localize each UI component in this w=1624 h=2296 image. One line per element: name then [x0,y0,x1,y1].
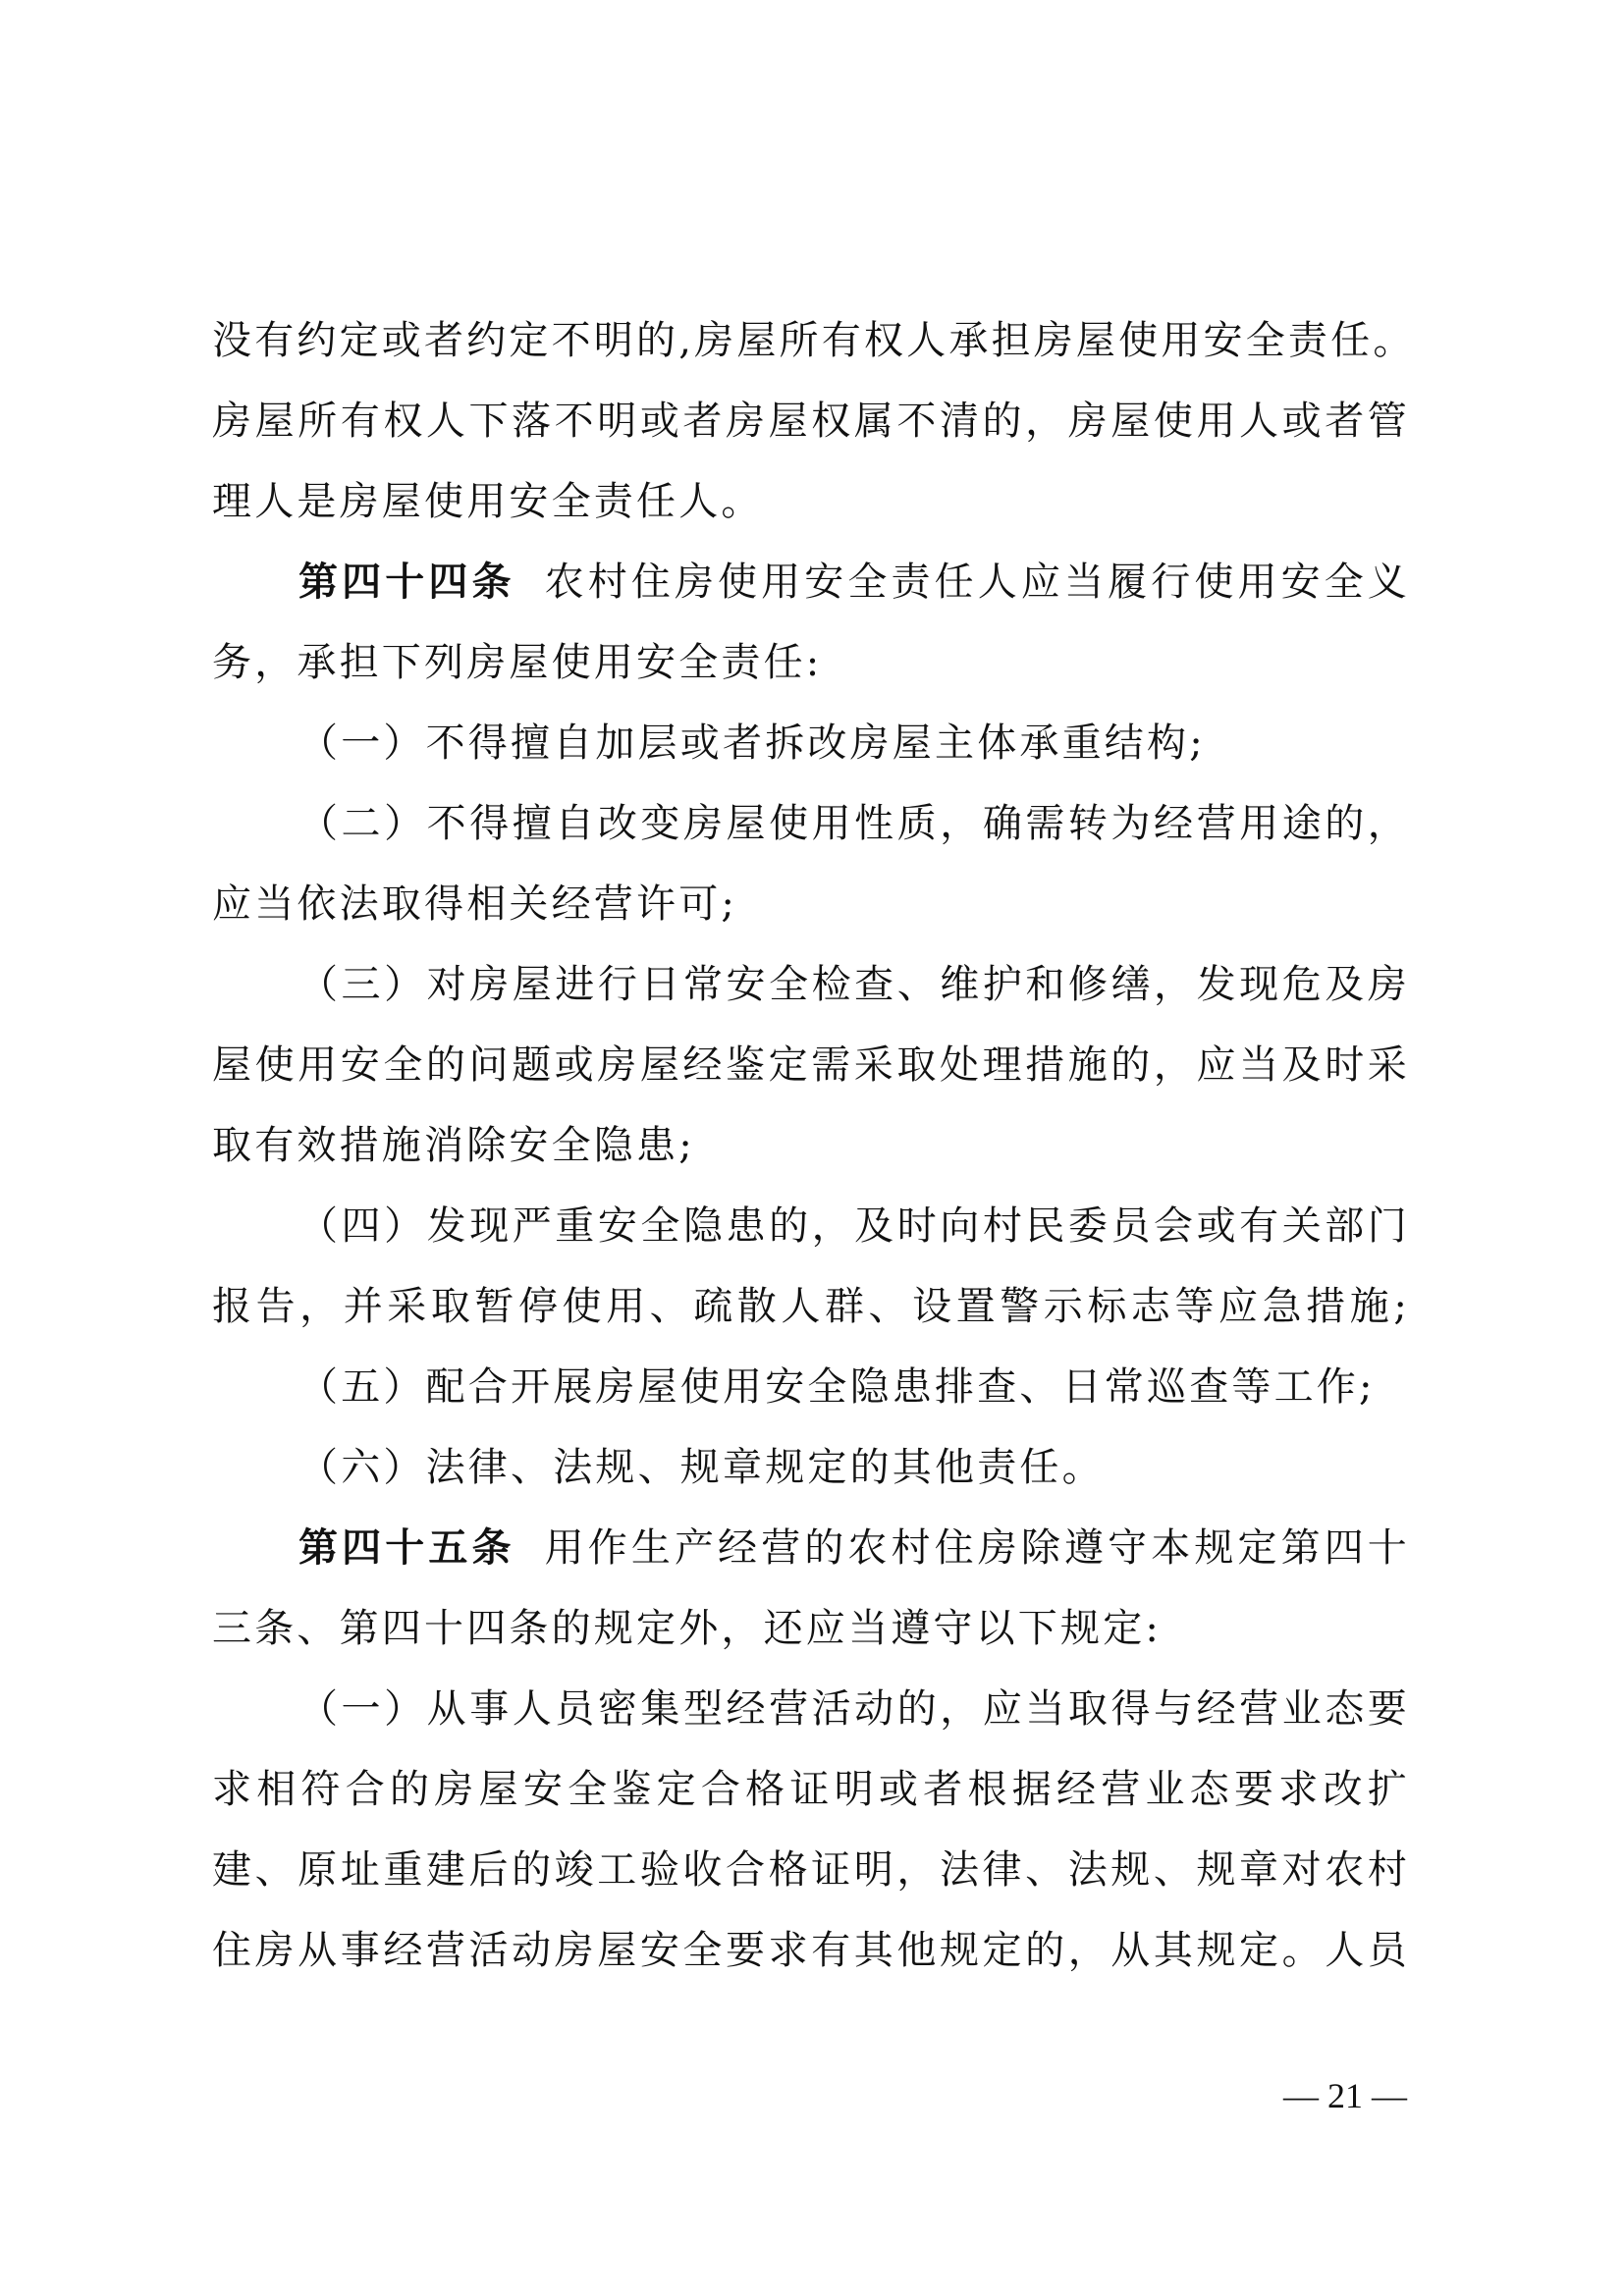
item-line: 住房从事经营活动房屋安全要求有其他规定的，从其规定。人员 [212,1928,1410,1973]
article-45-heading: 第四十五条 [298,1524,515,1571]
item-line: （一）从事人员密集型经营活动的，应当取得与经营业态要 [298,1686,1410,1732]
item-line: 报告，并采取暂停使用、疏散人群、设置警示标志等应急措施; [212,1284,1410,1329]
text-line: 理人是房屋使用安全责任人。 [212,479,764,524]
article-45-text: 用作生产经营的农村住房除遵守本规定第四十 [544,1525,1411,1571]
text-line: 三条、第四十四条的规定外，还应当遵守以下规定: [212,1606,1163,1651]
page-number: — 21 — [1283,2076,1407,2115]
item-line: 求相符合的房屋安全鉴定合格证明或者根据经营业态要求改扩 [212,1767,1410,1812]
item-line: （六）法律、法规、规章规定的其他责任。 [298,1445,1105,1490]
item-line: （二）不得擅自改变房屋使用性质，确需转为经营用途的， [298,801,1410,846]
item-line: （一）不得擅自加层或者拆改房屋主体承重结构; [298,721,1206,766]
article-44-text: 农村住房使用安全责任人应当履行使用安全义 [544,560,1411,605]
article-44-heading: 第四十四条 [298,559,515,605]
text-line: 房屋所有权人下落不明或者房屋权属不清的，房屋使用人或者管 [212,399,1410,444]
item-line: （四）发现严重安全隐患的，及时向村民委员会或有关部门 [298,1203,1410,1249]
text-line: 务，承担下列房屋使用安全责任: [212,640,823,685]
body-text [212,300,1416,1991]
item-line: 取有效措施消除安全隐患; [212,1123,695,1168]
item-line: （五）配合开展房屋使用安全隐患排查、日常巡查等工作; [298,1364,1376,1410]
text-line: 没有约定或者约定不明的,房屋所有权人承担房屋使用安全责任。 [212,318,1416,363]
article-44-first-line [212,542,1410,622]
item-line: （三）对房屋进行日常安全检查、维护和修缮，发现危及房 [298,962,1410,1007]
article-45-first-line [212,1508,1410,1588]
item-line: 屋使用安全的问题或房屋经鉴定需采取处理措施的，应当及时采 [212,1042,1410,1088]
item-line: 应当依法取得相关经营许可; [212,881,738,927]
item-line: 建、原址重建后的竣工验收合格证明，法律、法规、规章对农村 [212,1847,1410,1893]
